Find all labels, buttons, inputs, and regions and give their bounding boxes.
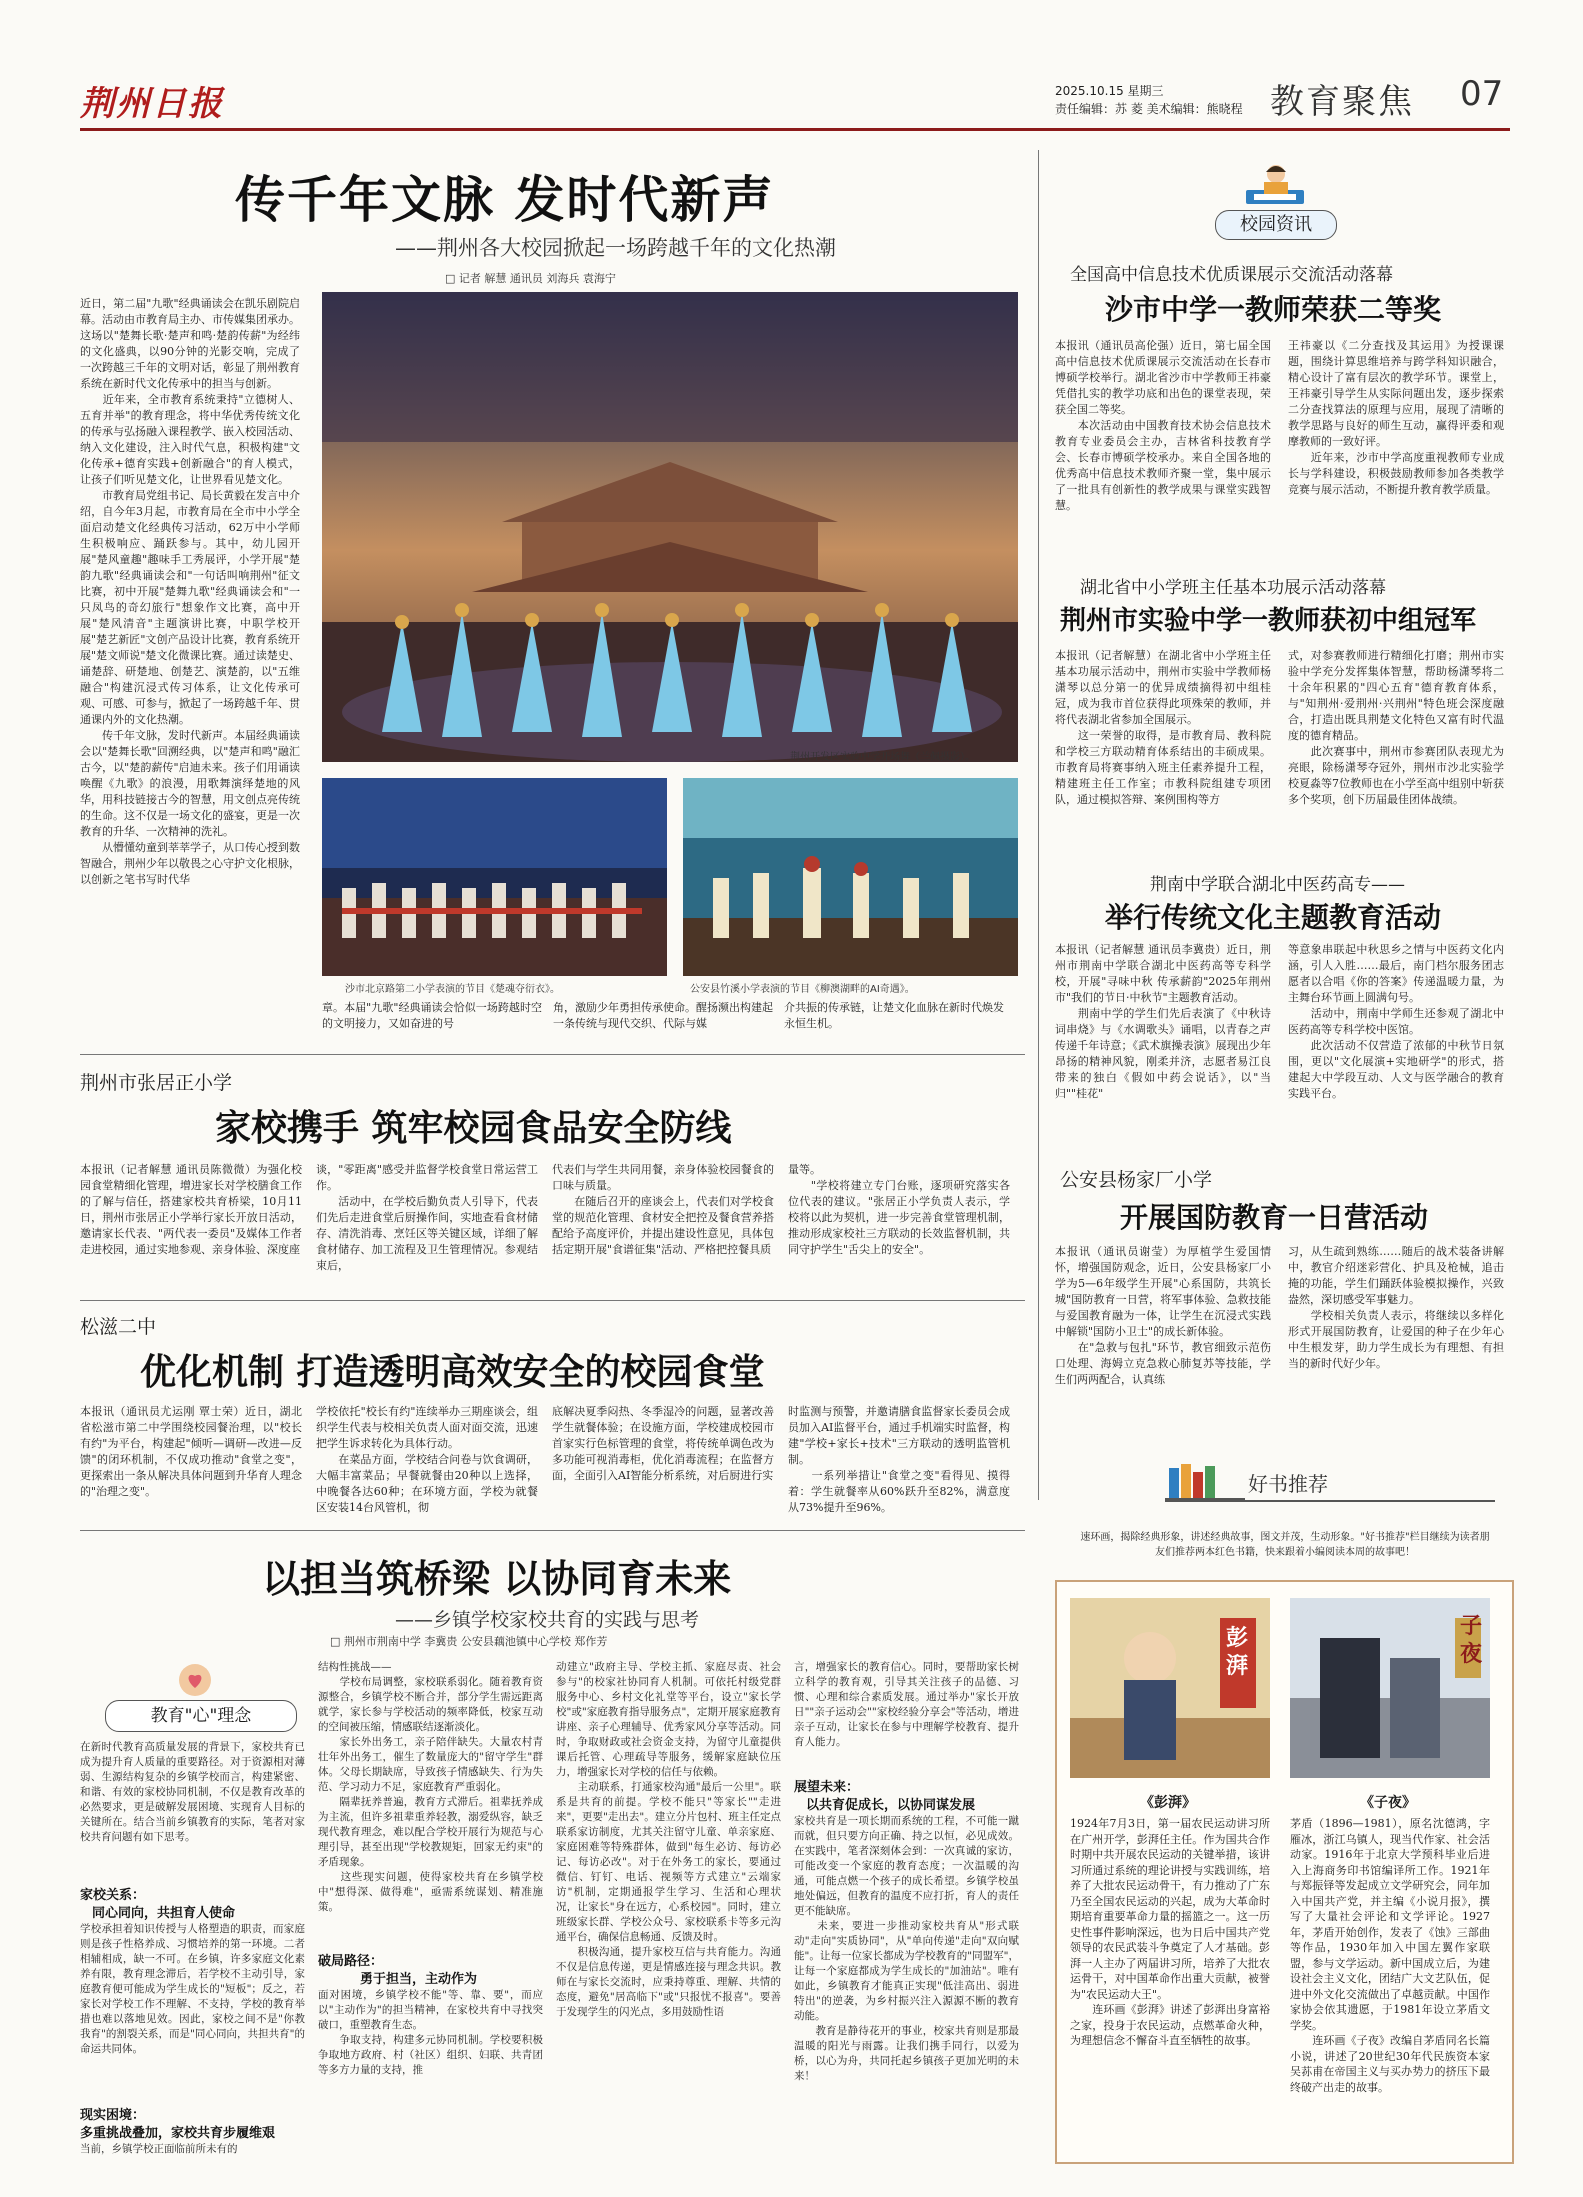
- left-photo-caption: 沙市北京路第二小学表演的节目《楚魂夺衍衣》。: [345, 984, 560, 995]
- book1-title: 《彭湃》: [1140, 1795, 1196, 1811]
- masthead: [80, 70, 1510, 130]
- songzi-col-4: 时监测与预警，并邀请膳食监督家长委员会成员加入AI监督平台，通过手机端实时监督，构建"学校+家长+技术"三方联动的透明监管机制。 一系列举措让"食堂之变"看得见、摸得着：学生就餐率从60%跃升至82%，满意度从73%提升至96%。: [788, 1405, 1010, 1514]
- paper-logo: 荆州日报: [80, 84, 224, 124]
- news1-kicker: 全国高中信息技术优质课展示交流活动落幕: [1070, 265, 1393, 285]
- feature-h-future: 展望未来：: [794, 1780, 860, 1795]
- zjz-col-3: 代表们与学生共同用餐，亲身体验校园餐食的口味与质量。 在随后召开的座谈会上，代表们对学校食堂的规范化管理、食材安全把控及餐食营养搭配给予高度评价，并提出建设性意见，具体包括定期开展"食谱征集"活动、严格把控餐具质: [552, 1163, 774, 1256]
- feature-col4a: 言，增强家长的教育信心。同时，要帮助家长树立科学的教育观，引导其关注孩子的品德、习惯、心理和综合素质发展。通过举办"家长开放日""亲子运动会""家校经验分享会"等活动，增进亲子互动，让家长在参与中理解学校教育、提升育人能力。: [794, 1661, 1019, 1748]
- yanjia-text-a: 本报讯（通讯员谢莹）为厚植学生爱国情怀，增强国防观念，近日，公安县杨家厂小学为5—6年级学生开展"心系国防，共筑长城"国防教育一日营，将军事体验、急救技能与爱国教育融为一体，让学生在沉浸式实践中解锁"国防小卫士"的成长新体验。 在"急救与包扎"环节，教官细致示范伤口处理、海姆立克急救心肺复苏等技能，学生们两两配合，认真练: [1055, 1245, 1271, 1386]
- right-photo-caption: 公安县竹溪小学表演的节目《柳澳湖畔的AI奇遇》。: [690, 984, 915, 995]
- editor-credits: 责任编辑：苏 菱 美术编辑：熊晓程: [1055, 102, 1243, 116]
- book2-cover-title: 子夜: [1460, 1613, 1483, 1667]
- feature-col2-tail: 面对困境，乡镇学校不能"等、靠、要"，而应以"主动作为"的担当精神，在家校共育中寻找突破口，重塑教育生态。 争取支持，构建多元协同机制。学校要积极争取地方政府、村（社区）组织、妇联、共青团等多方力量的支持，推: [318, 1989, 543, 2076]
- zjz-col-4: 量等。 "学校将建立专门台账，逐项研究落实各位代表的建议。"张居正小学负责人表示，学校将以此为契机，进一步完善食堂管理机制，推动形成家校社三方联动的长效监督机制，共同守护学生"舌尖上的安全"。: [788, 1163, 1010, 1256]
- feature-title: 以担当筑桥梁 以协同育未来: [262, 1556, 732, 1601]
- feature-top-rule: [80, 1530, 1025, 1531]
- zjz-title: 家校携手 筑牢校园食品安全防线: [215, 1107, 732, 1149]
- main-photo-caption: 荆州开发区实验中学开场舞（兰佩摄影）。: [790, 752, 975, 763]
- lead-title: 传千年文脉 发时代新声: [235, 170, 775, 229]
- book2-text: 茅盾（1896—1981），原名沈德鸿，字雁冰，浙江乌镇人，现当代作家、社会活动家。1916年于北京大学预科毕业后进入上海商务印书馆编译所工作。1921年与郑振铎等发起成立文学研究会，同年加入中国共产党，并主编《小说月报》，撰写了大量社会评论和文学评论。1927年，茅盾开始创作，发表了《蚀》三部曲等作品，1930年加入中国左翼作家联盟，参与文学运动。新中国成立后，为建设社会主义文化，团结广大文艺队伍，促进中外文化交流做出了卓越贡献。中国作家协会依其遗愿，于1981年设立茅盾文学奖。 连环画《子夜》改编自茅盾同名长篇小说，讲述了20世纪30年代民族资本家吴荪甫在帝国主义与买办势力的挤压下最终破产出走的故事。: [1290, 1817, 1490, 2094]
- boy-reading-icon: [1240, 160, 1310, 208]
- songzi-kicker: 松滋二中: [80, 1316, 157, 1338]
- lead-continued-3: 介共振的传承链，让楚文化血脉在新时代焕发永恒生机。: [784, 1001, 1004, 1030]
- zjz-col-2: 谈，"零距离"感受并监督学校食堂日常运营工作。 活动中，在学校后勤负责人引导下，代表们先后走进食堂后厨操作间，实地查看食材储存、清洗消毒、烹饪区等关键区域，详细了解食材储存、加工流程及卫生管理情况。参观结束后，: [316, 1163, 538, 1272]
- masthead-rule: [80, 128, 1510, 131]
- news3-kicker: 荆南中学联合湖北中医药高专——: [1150, 875, 1405, 895]
- performance-photo-left: [322, 778, 667, 976]
- lead-continued-1: 章。本届"九歌"经典诵读会恰似一场跨越时空的文明接力，又如奋进的号: [322, 1001, 542, 1030]
- feature-byline: □ 荆州市荆南中学 李冀贵 公安县藕池镇中心学校 郑作芳: [330, 1635, 608, 1648]
- feature-col3: 动建立"政府主导、学校主抓、家庭尽责、社会参与"的校家社协同育人机制。可依托村级党群服务中心、乡村文化礼堂等平台，设立"家长学校"或"家庭教育指导服务点"，定期开展家庭教育讲座、亲子心理辅导、优秀家风分享等活动。同时，争取财政或社会资金支持，为留守儿童提供课后托管、心理疏导等服务，缓解家庭缺位压力，增强家长对学校的信任与依赖。 主动联系，打通家校沟通"最后一公里"。联系是共育的前提。学校不能只"等家长""走进来"，更要"走出去"。建立分片包村、班主任定点联系家访制度，尤其关注留守儿童、单亲家庭、家庭困难等特殊群体，做到"每生必访、每访必记、每访必改"。对于在外务工的家长，要通过微信、钉钉、电话、视频等方式建立"云端家访"机制，定期通报学生学习、生活和心理状况，让家长"身在远方，心系校园"。同时，建立班级家长群、学校公众号、家校联系卡等多元沟通平台，确保信息畅通、反馈及时。 积极沟通，提升家校互信与共育能力。沟通不仅是信息传递，更是情感连接与理念共识。教师在与家长交流时，应秉持尊重、理解、共情的态度，避免"居高临下"或"只报忧不报喜"。要善于发现学生的闪光点，多用鼓励性语: [556, 1661, 781, 2018]
- feature-col1-tail: 当前，乡镇学校正面临前所未有的: [80, 2143, 238, 2155]
- feature-relation-body: 学校承担着知识传授与人格塑造的职责，而家庭则是孩子性格养成、习惯培养的第一环境。二者相辅相成，缺一不可。在乡镇，许多家庭文化素养有限，教育理念滞后，若学校不主动引导，家庭教育便可能成为学生成长的"短板"；反之，若家长对学校工作不理解、不支持，学校的教育举措也难以落地见效。因此，家校之间不是"你教我育"的割裂关系，而是"同心同向，共担共育"的命运共同体。: [80, 1923, 305, 2055]
- lead-subtitle: ——荆州各大校园掀起一场跨越千年的文化热潮: [395, 236, 836, 260]
- feature-h-path-sub: 勇于担当，主动作为: [360, 1972, 478, 1987]
- feature-subtitle: ——乡镇学校家校共育的实践与思考: [395, 1609, 700, 1631]
- songzi-col-2: 学校依托"校长有约"连续举办三期座谈会，组织学生代表与校相关负责人面对面交流，迅速把学生诉求转化为具体行动。 在菜品方面，学校结合问卷与饮食调研，大幅丰富菜品；早餐就餐由20种以上选择，中晚餐各达60种；在环境方面，学校为就餐区安装14台风管机，彻: [316, 1405, 538, 1514]
- news2-text-b: 式，对参赛教师进行精细化打磨；荆州市实验中学充分发挥集体智慧，帮助杨潇琴将二十余年积累的"四心五育"德育教育体系，与"知荆州·爱荆州·兴荆州"特色班会深度融合，打造出既具荆楚文化特色又富有时代温度的德育精品。 此次赛事中，荆州市参赛团队表现尤为亮眼，除杨潇琴夺冠外，荆州市沙北实验学校夏淼等7位教师也在小学至高中组别中斩获多个奖项，创下历届最佳团体战绩。: [1288, 649, 1504, 806]
- feature-h-path: 破局路径：: [318, 1954, 384, 1969]
- book1-text: 1924年7月3日，第一届农民运动讲习所在广州开学，彭湃任主任。作为国共合作时期中共开展农民运动的关键举措，该讲习所通过系统的理论讲授与实践训练，培养了大批农民运动骨干，有力推动了广东乃至全国农民运动的兴起，成为大革命时期培育重要革命力量的摇篮之一。这一历史性事件影响深远，也为日后中国共产党领导的农民武装斗争奠定了人才基础。彭湃一人主办了两届讲习所，培养了大批农运骨干，对中国革命作出重大贡献，被誉为"农民运动大王"。 连环画《彭湃》讲述了彭湃出身富裕之家，投身于农民运动，点燃革命火种，为理想信念不懈奋斗直至牺牲的故事。: [1070, 1817, 1270, 2047]
- performance-photo-right: [683, 778, 1018, 976]
- songzi-col-1: 本报讯（通讯员尤运刚 覃士荣）近日，湖北省松滋市第二中学围绕校园餐治理，以"校长有约"为平台，构建起"倾听—调研—改进—反馈"的闭环机制，不仅成功推动"食堂之变"，更探索出一条从解决具体问题到升华育人理念的"治理之变"。: [80, 1405, 302, 1498]
- yanjia-kicker: 公安县杨家厂小学: [1060, 1169, 1213, 1191]
- heart-head-icon: [150, 1660, 240, 1700]
- news2-kicker: 湖北省中小学班主任基本功展示活动落幕: [1080, 578, 1386, 598]
- lead-column-1: 近日，第二届"九歌"经典诵读会在凯乐剧院启幕。活动由市教育局主办、市传媒集团承办。这场以"楚舞长歌·楚声和鸣·楚韵传薪"为经纬的文化盛典，以90分钟的光影交响，完成了一次跨越三千年的文明对话，彰显了荆州教育系统在新时代文化传承中的担当与创新。 近年来，全市教育系统秉持"立德树人、五育并举"的教育理念，将中华优秀传统文化的传承与弘扬融入课程教学、嵌入校园活动、纳入文化建设，注入时代气息，积极构建"文化传承+德育实践+创新融合"的育人模式，让孩子们听见楚文化，让世界看见楚文化。 市教育局党组书记、局长黄毅在发言中介绍，自今年3月起，市教育局在全市中小学全面启动楚文化经典传习活动，62万中小学师生积极响应、踊跃参与。其中，幼儿园开展"楚风童趣"趣味手工秀展评，小学开展"楚韵九歌"经典诵读会和"一句话叫响荆州"征文比赛，初中开展"楚舞九歌"经典诵读会和"一只凤鸟的奇幻旅行"想象作文比赛，高中开展"楚风清音"主题演讲比赛，中职学校开展"楚艺新匠"文创产品设计比赛，教育系统开展"楚文师说"楚文化微课比赛。通过读楚史、诵楚辞、研楚地、创楚艺、演楚韵，以"五维融合"构建沉浸式传习体系，让文化传承可观、可感、可参与，掀起了一场跨越千年、贯通课内外的文化热潮。 传千年文脉，发时代新声。本届经典诵读会以"楚舞长歌"回溯经典，以"楚声和鸣"融汇古今，以"楚韵薪传"启迪未来。孩子们用诵读唤醒《九歌》的浪漫，用歌舞演绎楚地的风华，用科技链接古今的智慧，用文创点亮传统的生命。这不仅是一场文化的盛宴，更是一次教育的升华、一次精神的洗礼。 从懵懂幼童到莘莘学子，从口传心授到数智融合，荆州少年以敬畏之心守护文化根脉，以创新之笔书写时代华: [80, 297, 300, 886]
- zjz-col-1: 本报讯（记者解慧 通讯员陈微微）为强化校园食堂精细化管理，增进家长对学校膳食工作的了解与信任，搭建家校共育桥梁，10月11日，荆州市张居正小学举行家长开放日活动，邀请家长代表、"两代表一委员"及媒体工作者走进校园，通过实地参观、亲身体验、深度座: [80, 1163, 302, 1256]
- songzi-col-3: 底解决夏季闷热、冬季湿冷的问题，显著改善学生就餐体验；在设施方面，学校建成校园市首家实行色标管理的食堂，将传统单调色改为多功能可视消毒柜，优化消毒流程；在监督方面，全面引入AI智能分析系统，对后厨进行实: [552, 1405, 774, 1482]
- news3-title: 举行传统文化主题教育活动: [1105, 901, 1442, 934]
- songzi-title: 优化机制 打造透明高效安全的校园食堂: [140, 1351, 765, 1393]
- feature-col4b: 家校共育是一项长期而系统的工程，不可能一蹴而就，但只要方向正确、持之以恒，必见成效。在实践中，笔者深刻体会到：一次真诚的家访，可能改变一个家庭的教育态度；一次温暖的沟通，可能点燃一个孩子的成长希望。乡镇学校虽地处偏远，但教育的温度不应打折，育人的责任更不能缺席。 未来，要进一步推动家校共育从"形式联动"走向"实质协同"，从"单向传递"走向"双向赋能"。让每一位家长都成为学校教育的"同盟军"，让每一个家庭都成为学生成长的"加油站"。唯有如此，乡镇教育才能真正实现"低洼高出、弱进特出"的逆袭，为乡村振兴注入源源不断的教育动能。 教育是静待花开的事业，校家共育则是那最温暖的阳光与雨露。让我们携手同行，以爱为桥，以心为舟，共同托起乡镇孩子更加光明的未来！: [794, 1815, 1019, 2082]
- feature-intro: 在新时代教育高质量发展的背景下，家校共育已成为提升育人质量的重要路径。对于资源相对薄弱、生源结构复杂的乡镇学校而言，构建紧密、和谐、有效的家校协同机制，不仅是教育改革的必然要求，更是破解发展困境、实现育人目标的关键所在。结合当前乡镇教育的实际，笔者对家校共育问题有如下思考。: [80, 1741, 305, 1843]
- feature-col2: 结构性挑战—— 学校布局调整，家校联系弱化。随着教育资源整合，乡镇学校不断合并，部分学生需远距离就学，家长参与学校活动的频率降低，校家互动的空间被压缩，情感联结逐渐淡化。 家长外出务工，亲子陪伴缺失。大量农村青壮年外出务工，催生了数量庞大的"留守学生"群体。父母长期缺席，导致孩子情感缺失、行为失范、学习动力不足，家庭教育严重弱化。 隔辈抚养普遍，教育方式滞后。祖辈抚养成为主流，但许多祖辈重养轻教，溺爱纵容，缺乏现代教育理念，难以配合学校开展行为规范与心理引导，甚至出现"学校教规矩，回家无约束"的矛盾现象。 这些现实问题，使得家校共育在乡镇学校中"想得深、做得难"，亟需系统谋划、精准施策。: [318, 1661, 543, 1913]
- news1-text-b: 王祎豪以《二分查找及其运用》为授课课题，围绕计算思维培养与跨学科知识融合，精心设计了富有层次的教学环节。课堂上，王祎豪引导学生从实际问题出发，逐步探索二分查找算法的原理与应用，展现了清晰的教学思路与良好的师生互动，赢得评委和观摩教师的一致好评。 近年来，沙市中学高度重视教师专业成长与学科建设，积极鼓励教师参加各类教学竞赛与展示活动，不断提升教育教学质量。: [1288, 339, 1504, 496]
- lead-bottom-rule: [80, 1054, 1025, 1055]
- books-badge-rule: [1165, 1500, 1495, 1502]
- news3-text-b: 等意象串联起中秋思乡之情与中医药文化内涵，引人入胜……最后，南门档尔服务团志愿者以合唱《你的答案》传递温暖力量，为主舞台环节画上圆满句号。 活动中，荆南中学师生还参观了湖北中医药高等专科学校中医馆。 此次活动不仅营造了浓郁的中秋节日氛围，更以"文化展演+实地研学"的形式，搭建起大中学段互动、人文与医学融合的教育实践平台。: [1288, 943, 1504, 1100]
- news3-text-a: 本报讯（记者解慧 通讯员李冀贵）近日，荆州市荆南中学联合湖北中医药高等专科学校，开展"寻味中秋 传承薪韵"2025年荆州市"我们的节日·中秋节"主题教育活动。 荆南中学的学生们先后表演了《中秋诗词串烧》与《水调歌头》诵唱，以青春之声传递千年诗意；《武术旗操表演》展现出少年昂扬的精神风貌，刚柔并济，志愿者易江良带来的独白《假如中药会说话》，以"当归""桂花": [1055, 943, 1271, 1100]
- zjz-bottom-rule: [80, 1300, 1025, 1301]
- book2-title: 《子夜》: [1360, 1795, 1416, 1811]
- news2-title: 荆州市实验中学一教师获初中组冠军: [1060, 606, 1477, 636]
- news1-title: 沙市中学一教师荣获二等奖: [1105, 293, 1442, 326]
- campus-news-badge: 校园资讯: [1215, 210, 1337, 240]
- issue-date: 2025.10.15 星期三: [1055, 84, 1164, 98]
- book-stack-icon: [1165, 1462, 1245, 1502]
- zjz-kicker: 荆州市张居正小学: [80, 1072, 233, 1094]
- right-column-divider: [1038, 150, 1039, 1500]
- feature-tag: 教育"心"理念: [105, 1700, 297, 1732]
- feature-h-future-sub: 以共育促成长，以协同谋发展: [806, 1798, 976, 1813]
- feature-h-relation: 家校关系：: [80, 1888, 146, 1903]
- feature-h-plight: 现实困境：: [80, 2108, 146, 2123]
- news2-text-a: 本报讯（记者解慧）在湖北省中小学班主任基本功展示活动中，荆州市实验中学教师杨潇琴以总分第一的优异成绩摘得初中组桂冠，成为我市首位获得此项殊荣的教师，并将代表湖北省参加全国展示。 这一荣誉的取得，是市教育局、教科院和学校三方联动精育体系结出的丰硕成果。市教育局将赛事纳入班主任素养提升工程，精建班主任工作室；市教科院组建专项团队，通过模拟答辩、案例围构等方: [1055, 649, 1271, 806]
- main-stage-photo: [322, 292, 1018, 762]
- lead-byline: □ 记者 解慧 通讯员 刘海兵 袁海宁: [445, 272, 616, 285]
- feature-h-relation-sub: 同心同向，共担育人使命: [92, 1906, 236, 1921]
- news1-text-a: 本报讯（通讯员高伦强）近日，第七届全国高中信息技术优质课展示交流活动在长春市博硕学校举行。湖北省沙市中学教师王祎豪凭借扎实的教学功底和出色的课堂表现，荣获全国二等奖。 本次活动由中国教育技术协会信息技术教育专业委员会主办，吉林省科技教育学会、长春市博硕学校承办。来自全国各地的优秀高中信息技术教师齐聚一堂，集中展示了一批具有创新性的教学成果与课堂实践智慧。: [1055, 339, 1271, 512]
- books-intro: 速环画，揭除经典形象，讲述经典故事，图文并茂，生动形象。"好书推荐"栏目继续为读者朋友们推荐两本红色书籍，快来跟着小编阅读本周的故事吧！: [1080, 1532, 1490, 1558]
- lead-continued-2: 角，激励少年勇担传承使命。醒扬濒出构建起一条传统与现代交织、代际与媒: [553, 1001, 773, 1030]
- yanjia-text-b: 习，从生疏到熟练……随后的战术装备讲解中，教官介绍迷彩营化、护具及枪械，追击掩的功能，学生们踊跃体验模拟操作，兴致盎然，深切感受军事魅力。 学校相关负责人表示，将继续以多样化形式开展国防教育，让爱国的种子在少年心中生根发芽，助力学生成长为有理想、有担当的新时代好少年。: [1288, 1245, 1504, 1370]
- section-name: 教育聚焦: [1270, 82, 1414, 122]
- books-badge: 好书推荐: [1248, 1472, 1328, 1496]
- feature-h-plight-sub: 多重挑战叠加，家校共育步履维艰: [80, 2126, 276, 2141]
- yanjia-title: 开展国防教育一日营活动: [1120, 1201, 1429, 1234]
- book1-cover-title: 彭湃: [1226, 1625, 1249, 1679]
- page-number: 07: [1460, 74, 1504, 114]
